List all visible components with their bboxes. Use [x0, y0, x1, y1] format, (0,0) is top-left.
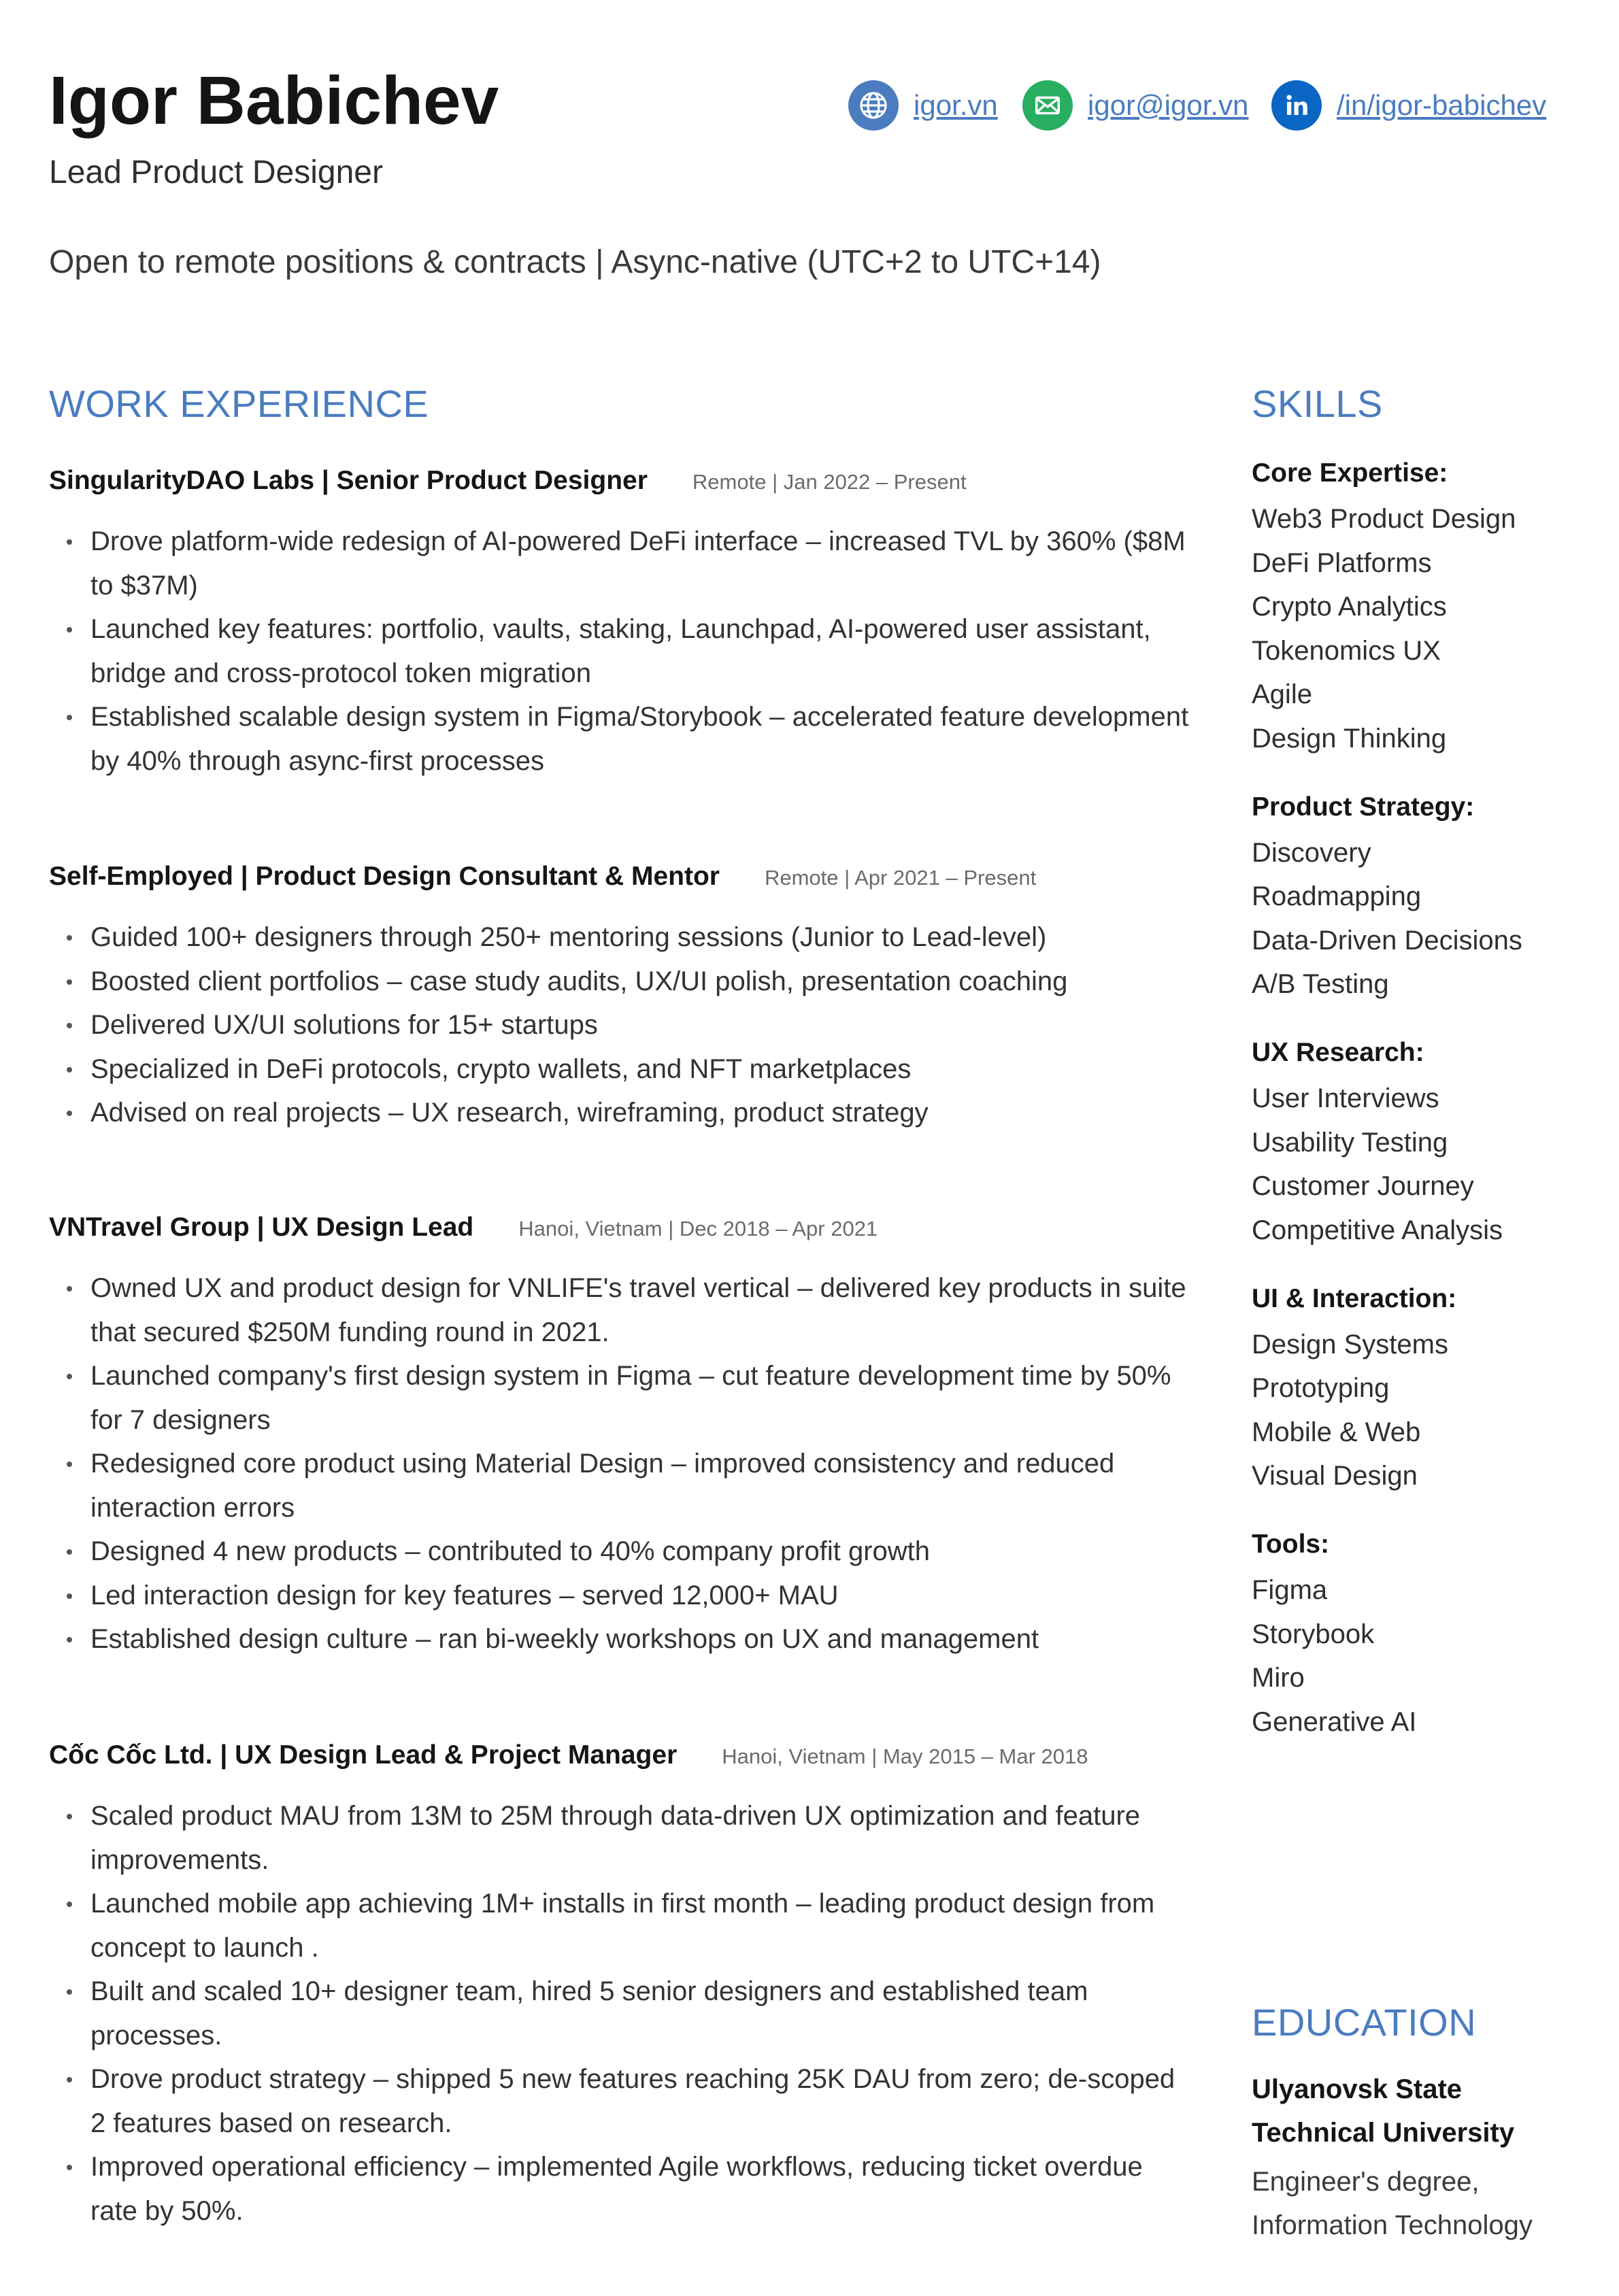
list-item: Launched key features: portfolio, vaults, staking, Launchpad, AI-powered user assistant, bridge and cross-protocol token migration [49, 607, 1192, 695]
skill-item: Miro [1252, 1663, 1305, 1693]
contact-email [1022, 80, 1248, 131]
skill-group [1252, 788, 1592, 1002]
list-item: Specialized in DeFi protocols, crypto wallets, and NFT marketplaces [49, 1047, 1192, 1092]
skill-item: Customer Journey [1252, 1171, 1474, 1201]
job-entry-title: Self-Employed | Product Design Consultant & Mentor [49, 862, 720, 891]
linkedin-icon [1271, 80, 1322, 131]
skill-group-title: UI & Interaction: [1252, 1283, 1457, 1313]
skill-group [1252, 1525, 1592, 1739]
list-item: Boosted client portfolios – case study audits, UX/UI polish, presentation coaching [49, 960, 1192, 1004]
skill-item: Crypto Analytics [1252, 592, 1447, 622]
skill-item: Usability Testing [1252, 1127, 1448, 1158]
list-item: Launched company's first design system in Figma – cut feature development time by 50% for 7 designers [49, 1354, 1192, 1442]
work-experience-heading: WORK EXPERIENCE [49, 382, 429, 425]
skill-item: Prototyping [1252, 1373, 1390, 1403]
skill-item: Discovery [1252, 837, 1371, 868]
education-entry [1252, 2067, 1592, 2247]
job-entry [49, 1738, 1192, 2233]
job-title: Lead Product Designer [49, 154, 383, 190]
list-item: Drove platform-wide redesign of AI-powered DeFi interface – increased TVL by 360% ($8M to $37M) [49, 520, 1192, 607]
skill-item: Design Systems [1252, 1329, 1448, 1360]
list-item: Launched mobile app achieving 1M+ installs in first month – leading product design from concept to launch . [49, 1882, 1192, 1970]
list-item: Improved operational efficiency – implemented Agile workflows, reducing ticket overdue rate by 50%. [49, 2145, 1192, 2233]
contact-linkedin [1271, 80, 1546, 131]
job-entry-meta: Hanoi, Vietnam | Dec 2018 – Apr 2021 [518, 1217, 878, 1240]
job-bullets [49, 1266, 1192, 1661]
skill-item: A/B Testing [1252, 969, 1389, 999]
job-entry [49, 464, 1192, 783]
skill-item: Visual Design [1252, 1461, 1418, 1491]
skills-column [1252, 454, 1592, 1772]
skill-item: Mobile & Web [1252, 1417, 1421, 1447]
skill-group [1252, 1280, 1592, 1493]
list-item: Scaled product MAU from 13M to 25M through data-driven UX optimization and feature improvements. [49, 1794, 1192, 1882]
skill-item: User Interviews [1252, 1083, 1439, 1113]
skill-group-title: Tools: [1252, 1530, 1330, 1559]
list-item: Advised on real projects – UX research, wireframing, product strategy [49, 1091, 1192, 1135]
job-entry-title: SingularityDAO Labs | Senior Product Designer [49, 466, 648, 495]
skill-item: Tokenomics UX [1252, 635, 1441, 666]
skill-item: Web3 Product Design [1252, 504, 1516, 534]
skill-group [1252, 1034, 1592, 1247]
contact-website [848, 80, 998, 131]
skill-item: Roadmapping [1252, 881, 1422, 911]
education-school: Ulyanovsk State Technical University [1252, 2074, 1515, 2148]
job-entry-meta: Remote | Jan 2022 – Present [692, 470, 967, 494]
list-item: Delivered UX/UI solutions for 15+ startups [49, 1003, 1192, 1047]
job-bullets [49, 520, 1192, 783]
list-item: Drove product strategy – shipped 5 new features reaching 25K DAU from zero; de-scoped 2 features based on research. [49, 2057, 1192, 2145]
skill-item: Design Thinking [1252, 723, 1447, 754]
job-entry-title: VNTravel Group | UX Design Lead [49, 1213, 474, 1242]
skill-group [1252, 454, 1592, 756]
skills-heading: SKILLS [1252, 382, 1383, 425]
job-entry [49, 1211, 1192, 1661]
skill-item: Figma [1252, 1575, 1328, 1605]
job-entry-meta: Remote | Apr 2021 – Present [764, 866, 1037, 890]
website-link[interactable]: igor.vn [914, 89, 998, 121]
list-item: Built and scaled 10+ designer team, hired 5 senior designers and established team processes. [49, 1970, 1192, 2057]
job-entry [49, 860, 1192, 1135]
education-heading: EDUCATION [1252, 2001, 1477, 2044]
list-item: Designed 4 new products – contributed to 40% company profit growth [49, 1530, 1192, 1574]
email-link[interactable]: igor@igor.vn [1088, 89, 1249, 121]
skill-group-title: Core Expertise: [1252, 458, 1448, 488]
job-entry-title: Cốc Cốc Ltd. | UX Design Lead & Project Manager [49, 1740, 678, 1770]
globe-icon [848, 80, 899, 131]
list-item: Redesigned core product using Material Design – improved consistency and reduced interaction errors [49, 1442, 1192, 1530]
linkedin-link[interactable]: /in/igor-babichev [1337, 89, 1547, 121]
skill-item: Data-Driven Decisions [1252, 925, 1522, 956]
skill-item: Generative AI [1252, 1706, 1417, 1737]
availability-line: Open to remote positions & contracts | Async-native (UTC+2 to UTC+14) [49, 244, 1101, 280]
skill-group-title: UX Research: [1252, 1038, 1424, 1067]
skill-item: Agile [1252, 679, 1312, 709]
skill-item: Competitive Analysis [1252, 1215, 1503, 1245]
list-item: Guided 100+ designers through 250+ mentoring sessions (Junior to Lead-level) [49, 915, 1192, 960]
job-bullets [49, 915, 1192, 1135]
skill-item: Storybook [1252, 1619, 1375, 1649]
skill-group-title: Product Strategy: [1252, 792, 1475, 822]
list-item: Owned UX and product design for VNLIFE's travel vertical – delivered key products in suite that secured $250M funding round in 2021. [49, 1266, 1192, 1354]
list-item: Established scalable design system in Figma/Storybook – accelerated feature development by 40% through async-first processes [49, 695, 1192, 783]
job-bullets [49, 1794, 1192, 2233]
education-degree: Engineer's degree, Information Technology [1252, 2167, 1533, 2240]
mail-icon [1022, 80, 1073, 131]
contact-links [0, 80, 1619, 135]
list-item: Led interaction design for key features – served 12,000+ MAU [49, 1574, 1192, 1618]
skill-item: DeFi Platforms [1252, 547, 1432, 578]
person-name: Igor Babichev [49, 63, 499, 139]
job-entry-meta: Hanoi, Vietnam | May 2015 – Mar 2018 [722, 1744, 1088, 1768]
list-item: Established design culture – ran bi-weekly workshops on UX and management [49, 1617, 1192, 1661]
